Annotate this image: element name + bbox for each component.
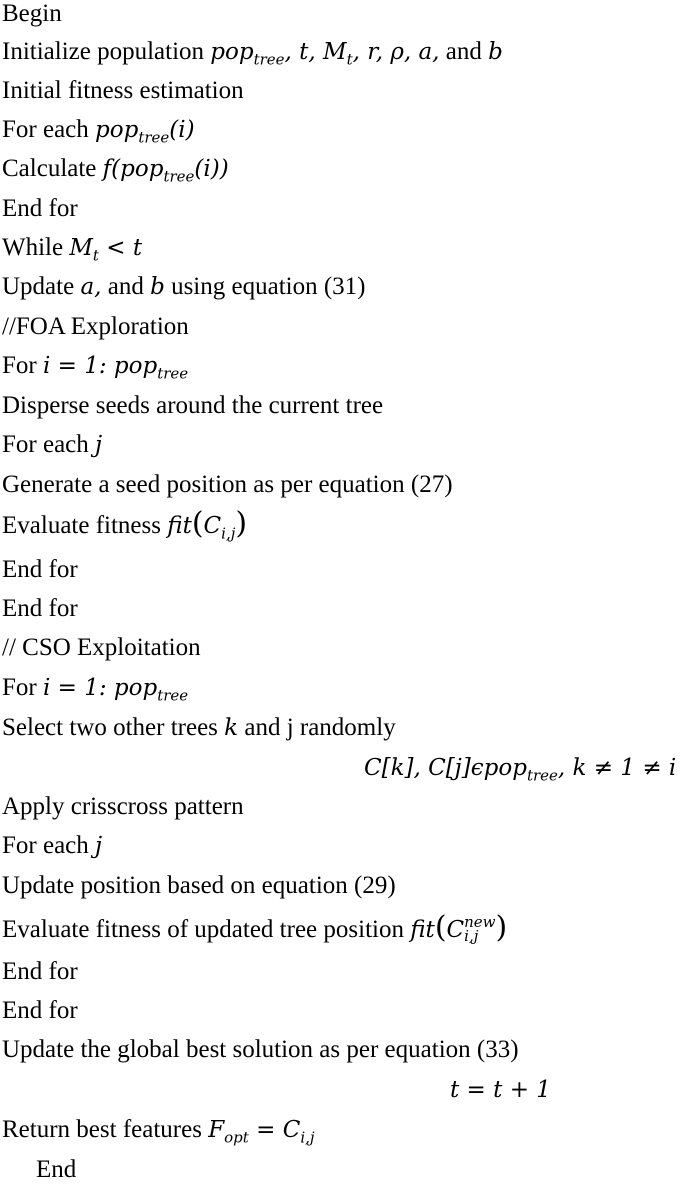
line-cso-comment: // CSO Exploitation bbox=[2, 634, 201, 661]
line-update-position: Update position based on equation (29) bbox=[2, 872, 396, 899]
line-crisscross: Apply crisscross pattern bbox=[2, 793, 244, 820]
line-evaluate-fitness-2: Evaluate fitness of updated tree position fit(C new i,j ) bbox=[2, 910, 508, 945]
line-end-for-4: End for bbox=[2, 958, 78, 985]
line-begin: Begin bbox=[2, 0, 62, 27]
line-calculate: Calculate f(pop$_{tree}$(i)) bbox=[2, 155, 229, 186]
line-for-i-1: For i = 1: pop$_{tree}$ bbox=[2, 352, 189, 383]
line-update-global-best: Update the global best solution as per equation (33) bbox=[2, 1036, 519, 1063]
line-generate-seed: Generate a seed position as per equation (27) bbox=[2, 471, 453, 498]
line-increment-t: t = t + 1 bbox=[450, 1077, 551, 1103]
line-for-each-j-2: For each j bbox=[2, 832, 103, 859]
line-initial-fitness: Initial fitness estimation bbox=[2, 77, 244, 104]
line-update-ab: Update a, and b using equation (31) bbox=[2, 273, 366, 300]
line-end-for-5: End for bbox=[2, 997, 78, 1024]
line-end-for-1: End for bbox=[2, 195, 78, 222]
line-for-i-2: For i = 1: pop$_{tree}$ bbox=[2, 674, 189, 705]
line-while: While $M_t < t$ bbox=[2, 234, 143, 265]
line-initialize: Initialize population pop$_{tree}$, t, $M_t$, r, ρ, a, and b bbox=[2, 38, 503, 69]
line-select-trees: Select two other trees k and j randomly bbox=[2, 714, 396, 741]
line-for-each-pop: For each pop$_{tree}$(i) bbox=[2, 116, 195, 147]
line-for-each-j-1: For each j bbox=[2, 431, 103, 458]
line-return-best: Return best features $F_{opt} = C_{i,j}$ bbox=[2, 1116, 315, 1147]
line-select-condition: C[k], C[j]ϵpop$_{tree}$, k ≠ 1 ≠ i bbox=[364, 755, 677, 785]
line-end-for-2: End for bbox=[2, 556, 78, 583]
line-end-for-3: End for bbox=[2, 595, 78, 622]
line-foa-comment: //FOA Exploration bbox=[2, 313, 189, 340]
line-disperse: Disperse seeds around the current tree bbox=[2, 392, 384, 419]
line-evaluate-fitness-1: Evaluate fitness $fit(C_{i,j})$ bbox=[2, 506, 248, 543]
line-end: End bbox=[36, 1156, 77, 1183]
